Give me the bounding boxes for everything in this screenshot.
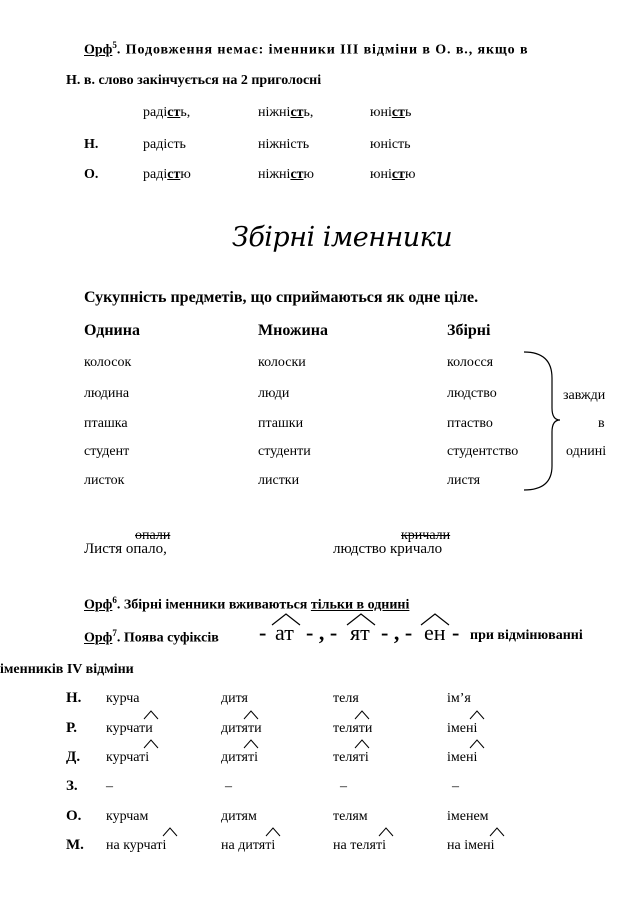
- table-cell: людина: [84, 386, 130, 401]
- decl-cell: дитяті: [221, 750, 258, 765]
- decl-cell: –: [340, 779, 347, 794]
- suffix-arc-icon: [469, 710, 485, 720]
- case-label: Н.: [84, 137, 99, 152]
- decl-cell: –: [225, 779, 232, 794]
- orf5-word: радість,: [143, 105, 191, 120]
- table-cell: пташки: [258, 416, 304, 431]
- table-cell: листки: [258, 473, 300, 488]
- decl-cell: теляті: [333, 750, 369, 765]
- suffix-arc-icon: [265, 827, 281, 837]
- suffix-arc-icon: [243, 710, 259, 720]
- decl-cell: дитям: [221, 809, 257, 824]
- decl-cell: ім’я: [447, 691, 471, 706]
- example-phrase: Листя опало,: [84, 541, 167, 557]
- suffix-arc-icon: [162, 827, 178, 837]
- case-label: З.: [66, 778, 78, 794]
- suffix-arc-icon: [489, 827, 505, 837]
- decl-cell: курча: [106, 691, 140, 706]
- orf5-line2: Н. в. слово закінчується на 2 приголосні: [66, 73, 322, 88]
- suffix-dash: -: [452, 620, 460, 645]
- table-cell: студент: [84, 444, 130, 459]
- case-label: Д.: [66, 749, 81, 765]
- orf5-word: ніжність,: [258, 105, 314, 120]
- orf7-label: Орф: [84, 630, 113, 646]
- suffix-dash: -: [259, 620, 267, 645]
- decl-cell: –: [452, 779, 459, 794]
- case-label: Н.: [66, 690, 82, 706]
- suffix-sep: - , -: [306, 620, 338, 645]
- table-cell: колоски: [258, 355, 306, 370]
- suffix-arc-icon: [420, 612, 450, 626]
- page-title: Збірні іменники: [232, 222, 453, 253]
- table-cell: листок: [84, 473, 125, 488]
- suffix-arc-icon: [271, 612, 301, 626]
- orf5-line1: [84, 40, 606, 59]
- orf6-line: Орф$^6$. Збірні іменники вживаються тільки в однині: [84, 595, 410, 613]
- suffix-arc-icon: [143, 710, 159, 720]
- decl-cell: –: [106, 779, 113, 794]
- orf7-text3: іменників IV відміни: [0, 662, 134, 677]
- orf5-word: ніжністю: [258, 167, 314, 182]
- brace-note: однині: [566, 444, 607, 459]
- orf6-label: Орф: [84, 597, 113, 613]
- table-cell: студенти: [258, 444, 311, 459]
- table-cell: люди: [258, 386, 290, 401]
- orf5-word: юність: [370, 105, 412, 120]
- example-phrase: людство кричало: [333, 541, 443, 557]
- suffix-arc-icon: [143, 739, 159, 749]
- suffix-arc-icon: [346, 612, 376, 626]
- table-cell: людство: [447, 386, 497, 401]
- table-cell: листя: [447, 473, 481, 488]
- suffix-arc-icon: [378, 827, 394, 837]
- orf7-text2: при відмінюванні: [470, 628, 583, 643]
- orf7-line: Орф$^7$. Поява суфіксів: [84, 628, 219, 646]
- case-label: О.: [84, 167, 99, 182]
- brace-icon: [522, 348, 562, 493]
- suffix-sep: - , -: [381, 620, 413, 645]
- table-cell: пташка: [84, 416, 128, 431]
- decl-cell: на курчаті: [106, 838, 167, 853]
- orf5-label: Орф: [84, 42, 113, 58]
- table-cell: птаство: [447, 416, 493, 431]
- suffix-yat: ят: [350, 620, 370, 645]
- struck-word: опали: [135, 528, 171, 543]
- definition: Сукупність предметів, що сприймаються як одне ціле.: [84, 289, 479, 306]
- case-label: Р.: [66, 720, 78, 736]
- col-header-plural: Множина: [258, 322, 328, 339]
- decl-cell: іменем: [447, 809, 489, 824]
- orf5-word: юністю: [370, 167, 416, 182]
- decl-cell: на теляті: [333, 838, 386, 853]
- decl-cell: імені: [447, 721, 478, 736]
- decl-cell: теляти: [333, 721, 373, 736]
- decl-cell: на імені: [447, 838, 495, 853]
- orf5-word: ніжність: [258, 137, 310, 152]
- decl-cell: курчаті: [106, 750, 150, 765]
- decl-cell: теля: [333, 691, 359, 706]
- orf5-num: 5: [112, 40, 117, 50]
- suffix-at: ат: [275, 620, 294, 645]
- decl-cell: телям: [333, 809, 368, 824]
- brace-note: завжди: [563, 388, 606, 403]
- col-header-collective: Збірні: [447, 322, 491, 339]
- suffix-arc-icon: [354, 739, 370, 749]
- struck-word: кричали: [401, 528, 451, 543]
- suffix-arc-icon: [243, 739, 259, 749]
- orf5-word: юність: [370, 137, 411, 152]
- table-cell: колосся: [447, 355, 494, 370]
- orf5-text: . Подовження немає: іменники ІІІ відміни в О. в., якщо в: [116, 42, 529, 58]
- brace-note: в: [598, 416, 605, 431]
- table-cell: студентство: [447, 444, 519, 459]
- suffix-en: ен: [424, 620, 446, 645]
- decl-cell: курчам: [106, 809, 149, 824]
- decl-cell: на дитяті: [221, 838, 276, 853]
- decl-cell: курчати: [106, 721, 153, 736]
- case-label: О.: [66, 808, 82, 824]
- decl-cell: дитя: [221, 691, 248, 706]
- suffix-arc-icon: [354, 710, 370, 720]
- orf5-word: радість: [143, 137, 186, 152]
- col-header-singular: Однина: [84, 322, 140, 339]
- table-cell: колосок: [84, 355, 132, 370]
- case-label: М.: [66, 837, 84, 853]
- orf6-underlined: тільки в однині: [310, 597, 410, 613]
- suffix-arc-icon: [469, 739, 485, 749]
- orf5-word: радістю: [143, 167, 191, 182]
- decl-cell: дитяти: [221, 721, 262, 736]
- decl-cell: імені: [447, 750, 478, 765]
